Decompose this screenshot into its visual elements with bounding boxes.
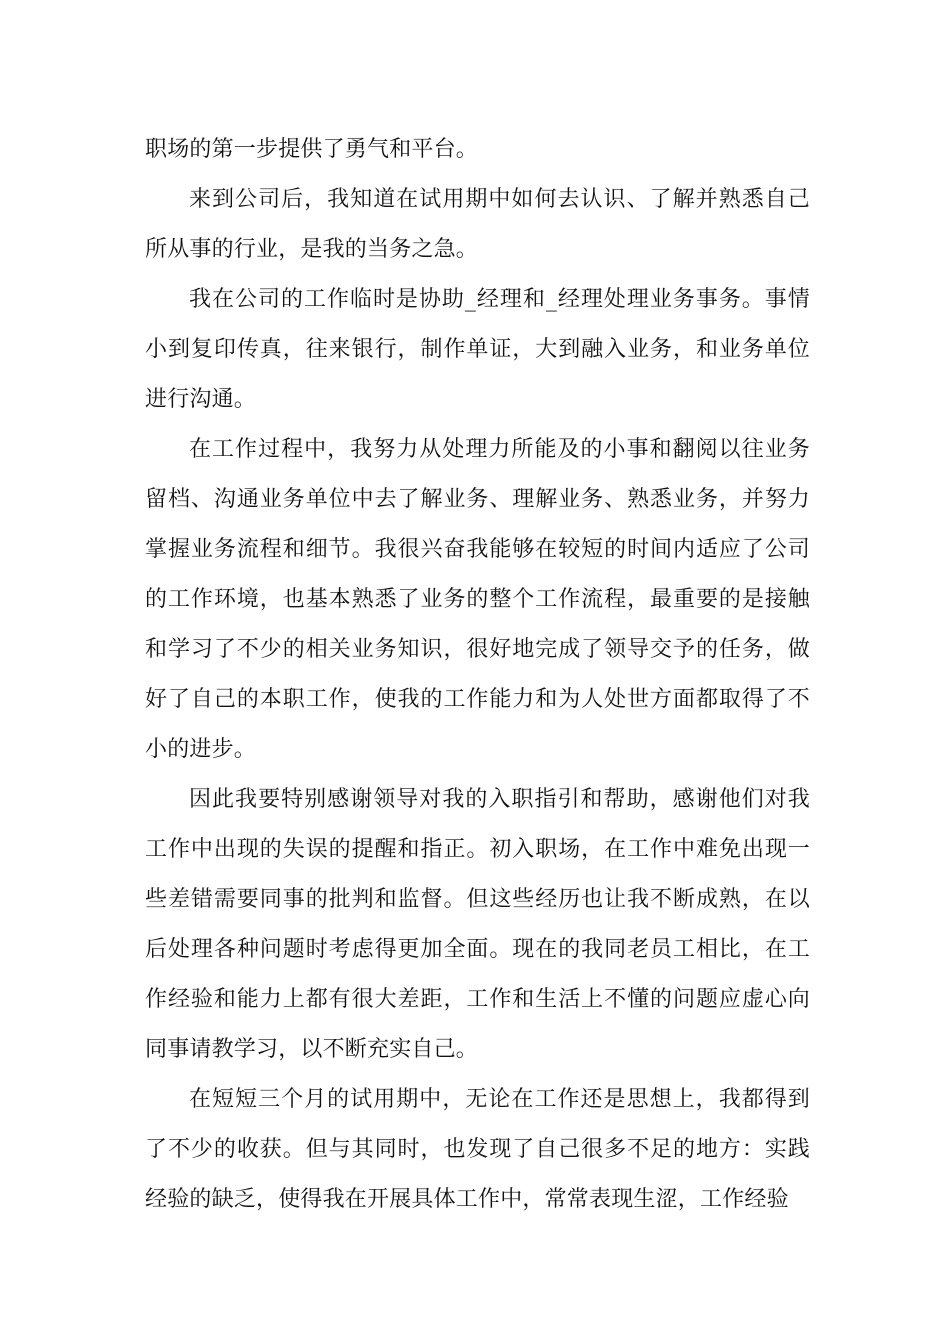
paragraph-5: 因此我要特别感谢领导对我的入职指引和帮助，感谢他们对我工作中出现的失误的提醒和指正。初入职场，在工作中难免出现一些差错需要同事的批判和监督。但这些经历也让我不断成熟，在以后处理各种问题时考虑得更加全面。现在的我同老员工相比，在工作经验和能力上都有很大差距，工作和生活上不懂的问题应虚心向同事请教学习，以不断充实自己。: [145, 787, 810, 1062]
paragraph-4: 在工作过程中，我努力从处理力所能及的小事和翻阅以往业务留档、沟通业务单位中去了解业务、理解业务、熟悉业务，并努力掌握业务流程和细节。我很兴奋我能够在较短的时间内适应了公司的工作环境，也基本熟悉了业务的整个工作流程，最重要的是接触和学习了不少的相关业务知识，很好地完成了领导交予的任务，做好了自己的本职工作，使我的工作能力和为人处世方面都取得了不小的进步。: [145, 437, 810, 762]
paragraph-2: 来到公司后，我知道在试用期中如何去认识、了解并熟悉自己所从事的行业，是我的当务之急。: [145, 187, 810, 262]
paragraph-3: 我在公司的工作临时是协助_经理和_经理处理业务事务。事情小到复印传真，往来银行，制作单证，大到融入业务，和业务单位进行沟通。: [145, 287, 810, 412]
paragraph-6: 在短短三个月的试用期中，无论在工作还是思想上，我都得到了不少的收获。但与其同时，也发现了自己很多不足的地方：实践经验的缺乏，使得我在开展具体工作中，常常表现生涩，工作经验: [145, 1087, 810, 1212]
paragraph-1: 职场的第一步提供了勇气和平台。: [145, 137, 479, 162]
document-body: [145, 125, 810, 1225]
